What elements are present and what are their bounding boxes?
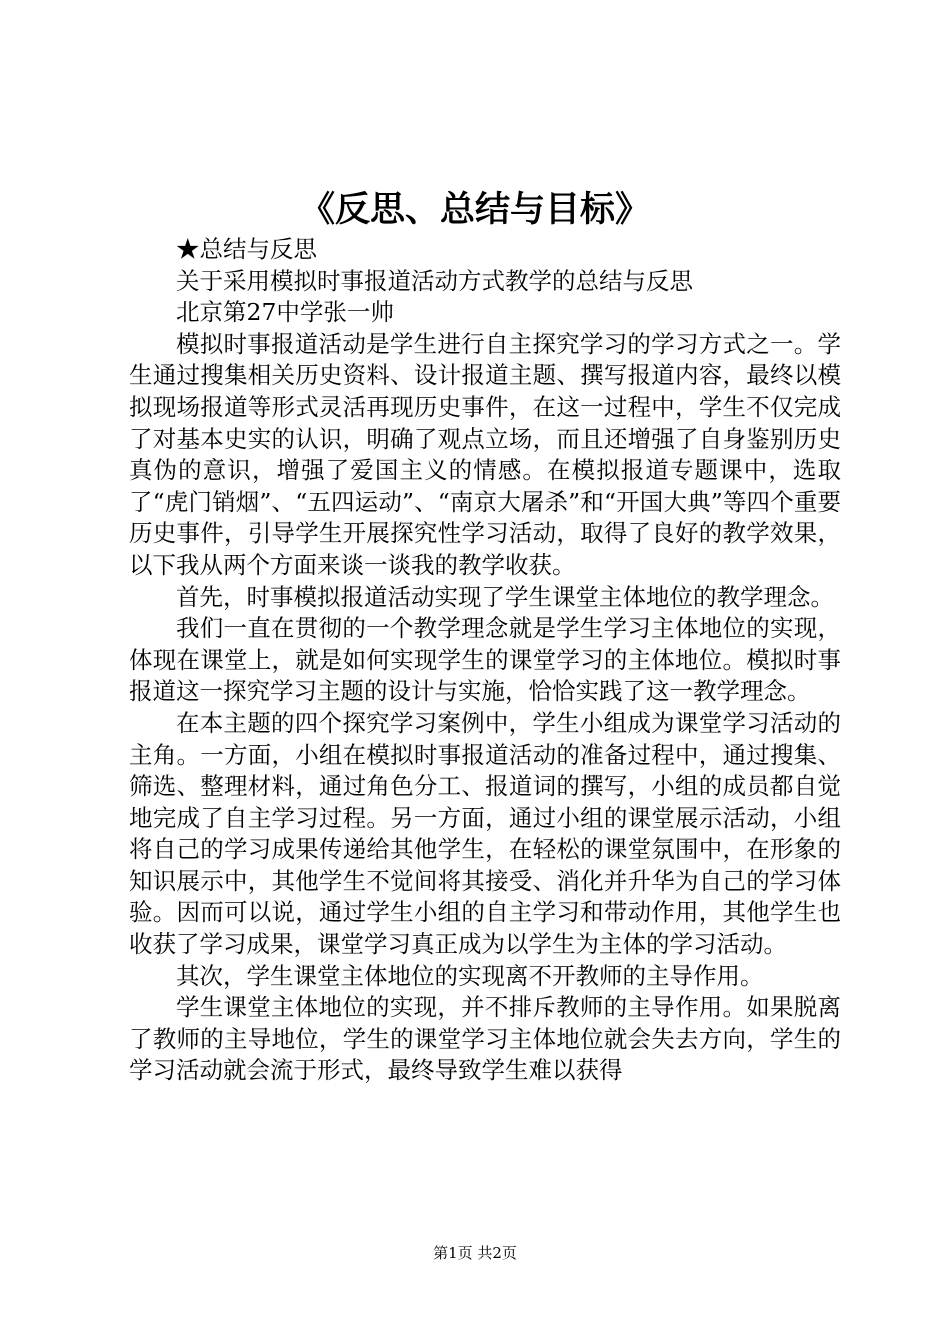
paragraph-first-point: 首先，时事模拟报道活动实现了学生课堂主体地位的教学理念。 [176, 582, 834, 611]
paragraph-teacher-role: 学生课堂主体地位的实现，并不排斥教师的主导作用。如果脱离了教师的主导地位，学生的课堂学习主体地位就会失去方向，学生的学习活动就会流于形式，最终导致学生难以获得 [129, 993, 841, 1085]
paragraph-teaching-concept: 我们一直在贯彻的一个教学理念就是学生学习主体地位的实现，体现在课堂上，就是如何实现学生的课堂学习的主体地位。模拟时事报道这一探究学习主题的设计与实施，恰恰实践了这一教学理念。 [129, 614, 841, 706]
document-body [129, 234, 841, 1087]
article-title: 关于采用模拟时事报道活动方式教学的总结与反思 [176, 266, 693, 295]
paragraph-cases: 在本主题的四个探究学习案例中，学生小组成为课堂学习活动的主角。一方面，小组在模拟时事报道活动的准备过程中，通过搜集、筛选、整理材料，通过角色分工、报道词的撰写，小组的成员都自觉地完成了自主学习过程。另一方面，通过小组的课堂展示活动，小组将自己的学习成果传递给其他学生，在轻松的课堂氛围中，在形象的知识展示中，其他学生不觉间将其接受、消化并升华为自己的学习体验。因而可以说，通过学生小组的自主学习和带动作用，其他学生也收获了学习成果，课堂学习真正成为以学生为主体的学习活动。 [129, 708, 841, 959]
paragraph-intro: 模拟时事报道活动是学生进行自主探究学习的学习方式之一。学生通过搜集相关历史资料、设计报道主题、撰写报道内容，最终以模拟现场报道等形式灵活再现历史事件，在这一过程中，学生不仅完成了对基本史实的认识，明确了观点立场，而且还增强了自身鉴别历史真伪的意识，增强了爱国主义的情感。在模拟报道专题课中，选取了“虎门销烟”、“五四运动”、“南京大屠杀”和“开国大典”等四个重要历史事件，引导学生开展探究性学习活动，取得了良好的教学效果，以下我从两个方面来谈一谈我的教学收获。 [129, 329, 841, 579]
document-title: 《反思、总结与目标》 [299, 189, 650, 230]
section-heading: ★总结与反思 [176, 235, 317, 263]
paragraph-second-point: 其次，学生课堂主体地位的实现离不开教师的主导作用。 [176, 961, 764, 990]
author-line: 北京第27中学张一帅 [176, 298, 394, 327]
page-number-footer: 第1页 共2页 [433, 1244, 517, 1262]
